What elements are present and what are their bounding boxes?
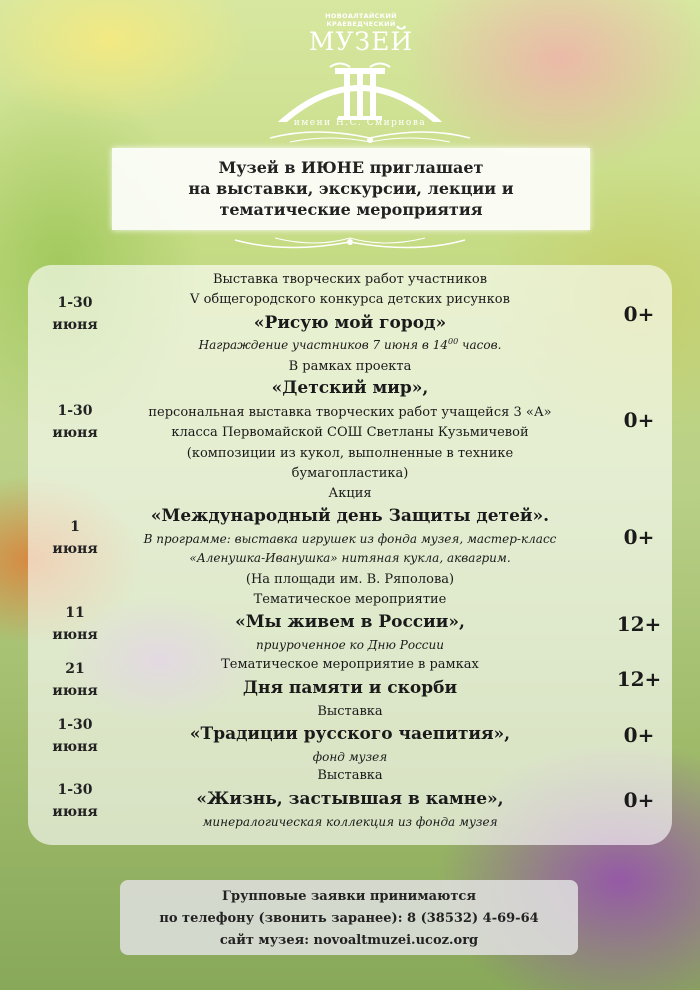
- age-rating: 0+: [623, 525, 655, 549]
- event-date: [40, 516, 110, 560]
- header-line-2: на выставки, экскурсии, лекции и: [188, 179, 514, 198]
- contact-phone: по телефону (звонить заранее): 8 (38532) 4-69-64: [159, 911, 539, 926]
- event-subtitle: V общегородского конкурса детских рисунков: [190, 292, 510, 307]
- date-range: 1-30: [57, 717, 93, 733]
- event-title: «Детский мир»,: [271, 378, 429, 398]
- event-title: «Жизнь, застывшая в камне»,: [196, 789, 504, 809]
- event-title: «Традиции русского чаепития»,: [189, 724, 511, 744]
- event-desc: класса Первомайской СОШ Светланы Кузьмичевой: [171, 425, 529, 440]
- date-month: июня: [52, 425, 98, 441]
- event-date: [40, 779, 110, 823]
- logo-column-icon: [240, 12, 480, 122]
- event-note: приуроченное ко Дню России: [256, 638, 444, 652]
- date-day: 11: [65, 605, 85, 621]
- event-note: фонд музея: [312, 750, 388, 764]
- event-type: Тематическое мероприятие: [253, 592, 447, 607]
- event-type: Выставка: [317, 768, 383, 783]
- date-month: июня: [52, 804, 98, 820]
- event-type: Акция: [328, 486, 372, 501]
- event-desc: бумагопластика): [291, 466, 409, 481]
- event-title: «Международный день Защиты детей».: [150, 506, 550, 526]
- contact-line-1: Групповые заявки принимаются: [222, 889, 476, 904]
- date-range: 1-30: [57, 403, 93, 419]
- event-location: (На площади им. В. Ряполова): [245, 572, 455, 587]
- ornament-top: [260, 128, 480, 148]
- event-date: [40, 602, 110, 646]
- event-type: Выставка: [317, 704, 383, 719]
- date-month: июня: [52, 683, 98, 699]
- event-date: [40, 714, 110, 758]
- date-month: июня: [52, 317, 98, 333]
- date-day: 21: [65, 661, 85, 677]
- age-rating: 0+: [623, 723, 655, 747]
- date-month: июня: [52, 739, 98, 755]
- event-title: «Мы живем в России»,: [235, 612, 465, 632]
- age-rating: 0+: [623, 408, 655, 432]
- age-rating: 0+: [623, 788, 655, 812]
- event-note: В программе: выставка игрушек из фонда музея, мастер-класс: [143, 532, 557, 546]
- event-desc: (композиции из кукол, выполненные в технике: [186, 446, 514, 461]
- event-note: «Аленушка-Иванушка» нитяная кукла, аквагрим.: [189, 551, 511, 565]
- event-type: Тематическое мероприятие в рамках: [221, 657, 479, 672]
- age-rating: 12+: [616, 612, 662, 636]
- date-day: 1: [70, 519, 80, 535]
- event-title: «Рисую мой город»: [253, 313, 447, 333]
- header-box: [112, 148, 590, 230]
- event-desc: персональная выставка творческих работ учащейся 3 «А»: [148, 405, 552, 420]
- event-date: [40, 400, 110, 444]
- event-type: Выставка творческих работ участников: [212, 272, 488, 287]
- logo-subtitle: НОВОАЛТАЙСКИЙ КРАЕВЕДЧЕСКИЙ: [325, 12, 397, 28]
- date-range: 1-30: [57, 782, 93, 798]
- event-note: Награждение участников 7 июня в $14^{00}$ часов.: [198, 337, 502, 352]
- event-note: минералогическая коллекция из фонда музея: [202, 815, 498, 829]
- event-date: [40, 658, 110, 702]
- date-range: 1-30: [57, 295, 93, 311]
- age-rating: 0+: [623, 302, 655, 326]
- date-month: июня: [52, 627, 98, 643]
- age-rating: 12+: [616, 667, 662, 691]
- logo-name: имени Н.С. Смирнова: [293, 118, 427, 128]
- contact-website: сайт музея: novoaltmuzei.ucoz.org: [219, 933, 479, 948]
- event-type: В рамках проекта: [288, 359, 412, 374]
- ornament-bottom: [225, 232, 475, 256]
- contact-box: [120, 880, 578, 955]
- header-line-3: тематические мероприятия: [219, 200, 483, 219]
- date-month: июня: [52, 541, 98, 557]
- museum-logo: [240, 12, 480, 132]
- logo-title: МУЗЕЙ: [308, 27, 414, 56]
- event-date: [40, 292, 110, 336]
- event-title: Дня памяти и скорби: [242, 678, 458, 698]
- header-line-1: Музей в ИЮНЕ приглашает: [218, 158, 484, 177]
